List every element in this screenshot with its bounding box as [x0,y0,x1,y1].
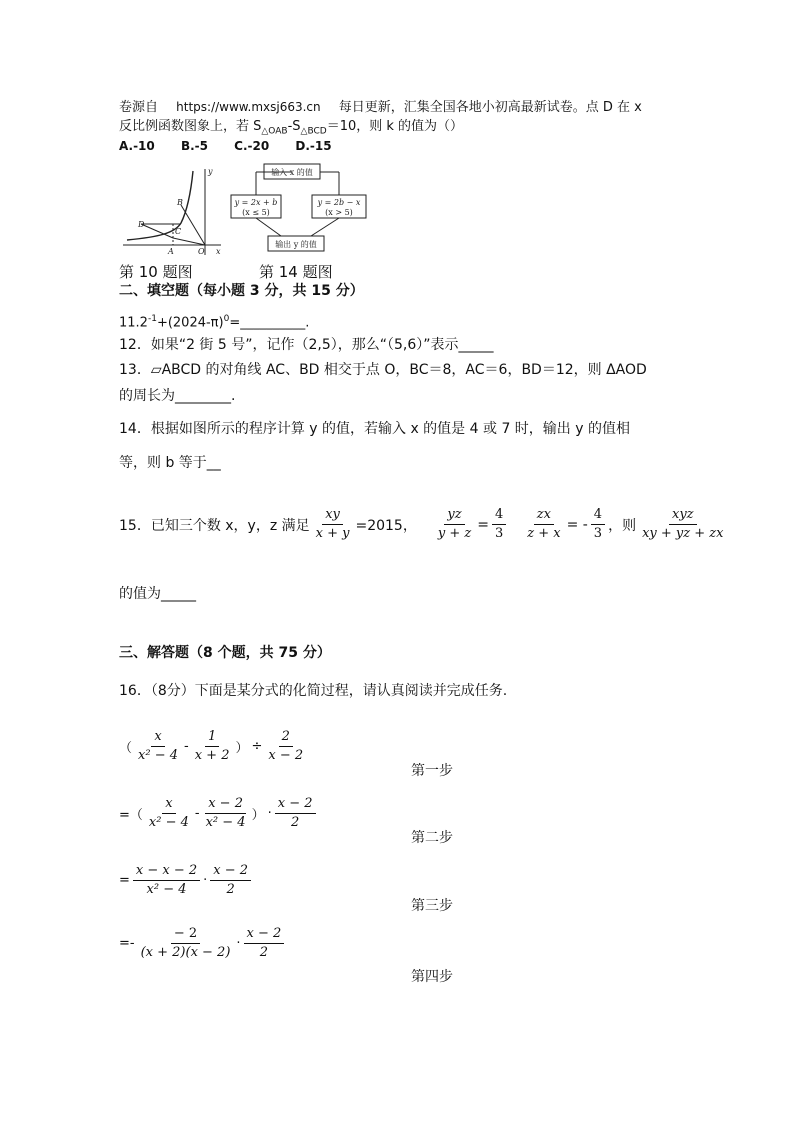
section-3-title: 三、解答题（8 个题，共 75 分） [119,645,331,661]
question-13-line2: 的周长为________. [119,388,236,404]
graph-label-y: y [208,167,213,176]
graph-label-c: C [175,227,182,236]
q15-f6-den: xy + yz + zx [642,526,724,541]
e2-a-den: x² − 4 [148,815,189,830]
q15-f3-num: 4 [492,507,506,525]
q15-f3-den: 3 [494,526,504,541]
choice-c: C.-20 [234,139,270,153]
e4-a-num: − 2 [171,926,200,944]
q11-sup2: 0 [223,314,230,324]
question-14-line2: 等，则 b 等于__ [119,455,221,471]
question-12: 12．如果“2 街 5 号”，记作（2,5），那么“（5,6）”表示_____ [119,337,494,353]
q11-part-a: 11.2 [119,315,148,331]
q15-f4-num: zx [534,507,554,525]
q15-f5-den: 3 [593,526,603,541]
e3-a-num: x − x − 2 [133,863,200,881]
q16-expression-1 [119,729,306,764]
e2-dot: · [267,806,272,821]
q15-fraction-5 [591,507,605,542]
e2-b-num: x − 2 [205,796,246,814]
header-line2-a: 反比例函数图象上，若 S [119,119,262,134]
header-rest: 每日更新，汇集全国各地小初高最新试卷。点 D 在 x [338,100,642,115]
step-2-label: 第二步 [411,830,453,846]
q15-f6-num: xyz [669,507,697,525]
q16-expression-2 [119,796,316,831]
e2-right-paren: ） [251,808,265,823]
header-line-2 [119,119,463,140]
e1-b-den: x + 2 [194,748,230,763]
e1-b-num: 1 [205,729,219,747]
graph-label-o: O [198,247,205,256]
e1-divide: ÷ [251,739,263,754]
flow-left-line2: (x ≤ 5) [242,208,270,217]
e1-a-den: x² − 4 [138,748,178,763]
e1-fraction-c [265,729,306,764]
e2-c-den: 2 [290,815,300,830]
e3-fraction-a [133,863,200,898]
q15-fraction-1 [313,507,353,542]
e1-a-num: x [151,729,164,747]
flow-right-line1: y = 2b − x [317,198,361,207]
e1-minus: - [184,739,189,754]
question-15-line2: 的值为_____ [119,586,196,602]
q16-expression-3 [119,863,251,898]
q15-fraction-2 [435,507,474,542]
q15-f2-num: yz [444,507,464,525]
q15-fraction-6 [639,507,726,542]
graph-label-x: x [216,247,221,256]
figure-14-flowchart [226,162,374,254]
e2-fraction-b [203,796,249,831]
q11-part-b: +(2024-π) [156,315,224,331]
e4-c-num: x − 2 [244,926,285,944]
choice-d: D.-15 [295,139,332,153]
q11-sup1: -1 [147,314,157,324]
header-line2-sub1: △OAB [261,126,288,137]
e1-c-den: x − 2 [268,748,304,763]
flow-input-label: 输入 x 的值 [271,168,313,177]
e4-dot: · [236,936,241,951]
question-11 [119,311,309,331]
e4-c-den: 2 [259,945,269,960]
figure-14-caption: 第 14 题图 [259,263,333,281]
e2-c-num: x − 2 [275,796,316,814]
e3-dot: · [203,873,208,888]
choices-row [119,139,332,153]
choice-a: A.-10 [119,139,155,153]
q15-eq1: =2015， [355,517,417,534]
q15-f2-den: y + z [437,526,472,541]
flow-right-line2: (x > 5) [325,208,353,217]
e2-fraction-a [146,796,192,831]
q15-eq2: = [477,516,489,533]
q15-then: ，则 [608,517,637,534]
graph-label-b: B [177,198,183,207]
question-13-line1: 13．▱ABCD 的对角线 AC、BD 相交于点 O，BC＝8，AC＝6，BD＝12，则 ΔAOD [119,362,647,378]
graph-label-d: D [138,220,145,229]
e1-c-num: 2 [279,729,293,747]
e2-fraction-c [275,796,316,831]
question-16-intro: 16．（8分）下面是某分式的化简过程，请认真阅读并完成任务. [119,683,508,699]
q15-fraction-3 [492,507,506,542]
header-prefix: 卷源自 [119,100,159,115]
q15-f5-num: 4 [591,507,605,525]
e3-c-num: x − 2 [210,863,251,881]
figure-10-caption: 第 10 题图 [119,263,193,281]
header-line2-sub2: △BCD [300,126,327,137]
q15-f1-num: xy [322,507,343,525]
flow-left-line1: y = 2x + b [234,198,278,207]
header-line2-b: -S [287,119,301,134]
e2-minus: - [194,806,200,821]
section-2-title: 二、填空题（每小题 3 分，共 15 分） [119,283,364,299]
q15-f4-den: z + x [527,526,561,541]
header-line2-c: ＝10，则 k 的值为（） [326,119,464,134]
step-3-label: 第三步 [411,898,453,914]
e1-fraction-b [192,729,233,764]
graph-label-a: A [168,247,174,256]
e1-left-paren: （ [119,741,133,756]
e3-fraction-c [210,863,251,898]
flow-output-label: 输出 y 的值 [275,240,317,249]
e3-equals: = [119,873,130,888]
q16-expression-4 [119,926,284,961]
step-1-label: 第一步 [411,763,453,779]
q15-prefix: 15．已知三个数 x，y，z 满足 [119,517,310,534]
q15-eq3: = - [566,516,588,533]
e1-right-paren: ） [235,741,249,756]
e4-a-den: (x + 2)(x − 2) [140,945,231,960]
choice-b: B.-5 [180,139,208,153]
question-14-line1: 14．根据如图所示的程序计算 y 的值，若输入 x 的值是 4 或 7 时，输出 y 的值相 [119,421,630,437]
header-line-1 [119,99,642,116]
e4-equals: =- [119,936,135,951]
q15-fraction-4 [524,507,563,542]
e2-b-den: x² − 4 [205,815,246,830]
e1-fraction-a [135,729,181,764]
q15-f1-den: x + y [315,526,350,541]
e4-fraction-a [138,926,234,961]
header-url[interactable]: https://www.mxsj663.cn [176,100,321,114]
question-15 [119,507,726,542]
e3-c-den: 2 [226,882,235,897]
q11-part-c: =__________. [229,315,310,331]
figure-10-graph [119,163,224,258]
step-4-label: 第四步 [411,969,453,985]
e4-fraction-c [244,926,285,961]
e2-a-num: x [162,796,175,814]
e2-equals-paren: =（ [119,808,143,823]
e3-a-den: x² − 4 [146,882,187,897]
